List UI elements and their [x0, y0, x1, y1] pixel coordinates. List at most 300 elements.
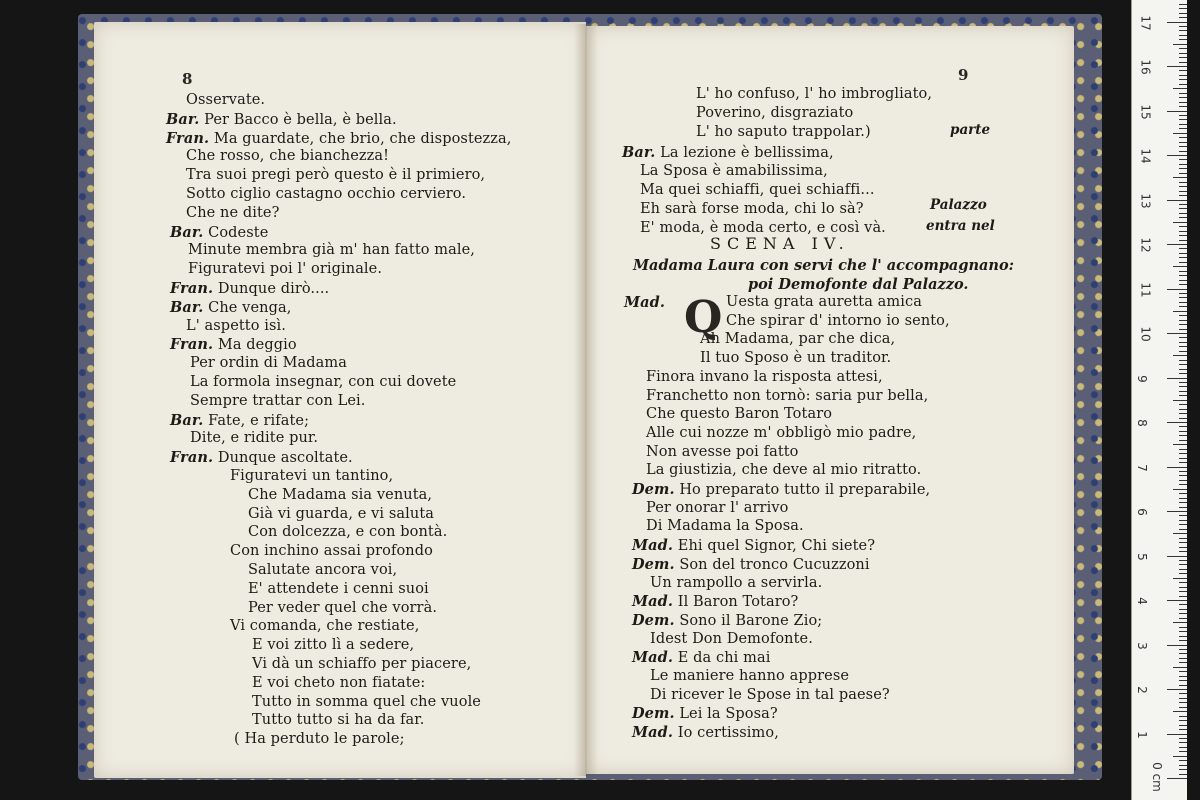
speaker-label: Bar. [166, 110, 200, 128]
ruler-number: 5 [1134, 552, 1149, 561]
text-line [632, 705, 778, 722]
ruler-tick [1167, 289, 1187, 290]
ruler-tick [1179, 226, 1187, 227]
verse-text: Per onorar l' arrivo [646, 499, 789, 516]
text-line [186, 92, 265, 108]
ruler-tick [1179, 195, 1187, 196]
ruler-tick [1179, 720, 1187, 721]
text-line [632, 612, 822, 629]
ruler-tick [1179, 231, 1187, 232]
ruler-tick [1179, 564, 1187, 565]
measuring-ruler [1131, 0, 1187, 800]
verse-text: Ma guardate, che brio, che dispostezza, [213, 130, 512, 147]
ruler-tick [1167, 66, 1187, 67]
ruler-tick [1179, 115, 1187, 116]
text-line [252, 637, 414, 653]
ruler-tick [1179, 8, 1187, 9]
ruler-tick [1179, 382, 1187, 383]
ruler-number: 1 [1134, 730, 1149, 739]
ruler-tick [1179, 146, 1187, 147]
verse-text: E voi cheto non fiatate: [252, 674, 426, 691]
text-line [646, 518, 804, 534]
text-line [170, 224, 268, 241]
verse-text: Dunque ascoltate. [217, 450, 353, 467]
verse-text: Lei la Sposa? [679, 706, 778, 723]
ruler-tick [1179, 119, 1187, 120]
speaker-label: Mad. [632, 649, 674, 667]
ruler-tick [1179, 320, 1187, 321]
ruler-tick [1179, 698, 1187, 699]
verse-text: Uesta grata auretta amica [726, 294, 922, 310]
text-line [234, 731, 405, 747]
ruler-tick [1179, 716, 1187, 717]
ruler-tick [1173, 444, 1187, 445]
text-line [248, 600, 437, 616]
ruler-tick [1179, 128, 1187, 129]
ruler-tick [1179, 609, 1187, 610]
verse-text: Idest Don Demofonte. [650, 630, 813, 647]
verse-text: Finora invano la risposta attesi, [646, 368, 883, 385]
verse-text: Alle cui nozze m' obbligò mio padre, [646, 424, 917, 441]
ruler-tick [1167, 200, 1187, 201]
ruler-tick [1179, 627, 1187, 628]
verse-text: E voi zitto lì a sedere, [252, 637, 415, 654]
ruler-tick [1179, 30, 1187, 31]
ruler-tick [1167, 689, 1187, 690]
ruler-tick [1179, 751, 1187, 752]
ruler-tick [1173, 88, 1187, 89]
verse-text: Ehi quel Signor, Chi siete? [677, 538, 876, 555]
verse-text: Per veder quel che vorrà. [248, 599, 438, 616]
text-line [248, 506, 434, 522]
ruler-tick [1179, 507, 1187, 508]
ruler-tick [1179, 53, 1187, 54]
ruler-tick [1179, 662, 1187, 663]
text-line [650, 631, 813, 647]
ruler-tick [1179, 538, 1187, 539]
speaker-label: Fran. [170, 449, 214, 467]
ruler-tick [1179, 769, 1187, 770]
ruler-tick [1179, 431, 1187, 432]
ruler-tick [1179, 293, 1187, 294]
speaker-label: Dem. [632, 705, 675, 723]
ruler-tick [1179, 471, 1187, 472]
ruler-number: 3 [1134, 641, 1149, 650]
verse-text: ( Ha perduto le parole; [234, 731, 405, 748]
ruler-tick [1179, 13, 1187, 14]
text-line [646, 406, 832, 422]
ruler-tick [1179, 248, 1187, 249]
ruler-tick [1179, 685, 1187, 686]
verse-text: Salutate ancora voi, [248, 562, 398, 578]
verse-text: L' aspetto isì. [186, 317, 286, 334]
scene-heading: SCENA IV. [710, 234, 850, 253]
ruler-tick [1179, 453, 1187, 454]
ruler-tick [1179, 596, 1187, 597]
verse-text: Dunque dirò.... [217, 281, 330, 297]
verse-text: Il Baron Totaro? [677, 594, 799, 611]
verse-text: Franchetto non tornò: saria pur bella, [646, 387, 929, 404]
ruler-tick [1179, 324, 1187, 325]
ruler-tick [1179, 547, 1187, 548]
text-line [186, 186, 466, 202]
verse-text: Son del tronco Cucuzzoni [679, 556, 870, 573]
ruler-tick [1179, 186, 1187, 187]
verse-text: Ah Madama, par che dica, [700, 331, 896, 348]
ruler-tick [1173, 311, 1187, 312]
ruler-tick [1179, 631, 1187, 632]
verse-text: Che ne dite? [186, 204, 280, 221]
ruler-tick [1179, 351, 1187, 352]
text-line [622, 144, 834, 161]
ruler-tick [1179, 462, 1187, 463]
verse-text: Di ricever le Spose in tal paese? [650, 686, 890, 703]
verse-text: Con inchino assai profondo [230, 543, 433, 560]
ruler-tick [1179, 342, 1187, 343]
ruler-tick [1179, 413, 1187, 414]
ruler-tick [1179, 404, 1187, 405]
text-line [252, 656, 471, 672]
ruler-tick [1179, 498, 1187, 499]
left-page-number: 8 [182, 70, 193, 88]
verse-text: Per Bacco è bella, è bella. [204, 111, 397, 128]
verse-text: Sempre trattar con Lei. [190, 392, 366, 409]
verse-text: Tra suoi pregi però questo è il primiero, [186, 167, 486, 184]
text-line [646, 425, 916, 441]
ruler-tick [1179, 649, 1187, 650]
ruler-tick [1179, 93, 1187, 94]
text-line [252, 675, 425, 691]
ruler-tick [1179, 529, 1187, 530]
speaker-label: Fran. [166, 129, 210, 147]
ruler-tick [1179, 573, 1187, 574]
text-line [700, 350, 891, 366]
ruler-tick [1179, 271, 1187, 272]
text-line [646, 369, 883, 385]
verse-text: Le maniere hanno apprese [650, 668, 850, 684]
ruler-tick [1179, 369, 1187, 370]
ruler-tick [1167, 155, 1187, 156]
ruler-tick [1173, 578, 1187, 579]
ruler-tick [1167, 734, 1187, 735]
speaker-label: Mad. [632, 724, 674, 742]
ruler-tick [1179, 124, 1187, 125]
ruler-tick [1179, 164, 1187, 165]
verse-text: Tutto tutto si ha da far. [252, 712, 425, 729]
ruler-tick [1179, 738, 1187, 739]
speaker-label: Bar. [170, 223, 204, 241]
ruler-number: 9 [1134, 374, 1149, 383]
verse-text: L' ho confuso, l' ho imbrogliato, [696, 86, 933, 102]
ruler-tick [1179, 213, 1187, 214]
ruler-tick [1179, 217, 1187, 218]
text-line [632, 481, 930, 498]
ruler-tick [1179, 137, 1187, 138]
ruler-number: 15 [1138, 103, 1153, 120]
text-line [186, 148, 389, 164]
ruler-tick [1179, 774, 1187, 775]
ruler-tick [1179, 173, 1187, 174]
ruler-tick [1173, 711, 1187, 712]
verse-text: Che venga, [208, 299, 292, 316]
ruler-tick [1179, 680, 1187, 681]
ruler-tick [1179, 653, 1187, 654]
ruler-tick [1173, 266, 1187, 267]
text-line [640, 201, 864, 217]
ruler-number: 4 [1134, 597, 1149, 605]
ruler-tick [1179, 386, 1187, 387]
text-line [646, 462, 921, 478]
ruler-tick [1167, 645, 1187, 646]
ruler-tick [1179, 426, 1187, 427]
text-line [170, 280, 329, 297]
ruler-tick [1179, 262, 1187, 263]
verse-text: Figuratevi poi l' originale. [188, 261, 383, 278]
verse-text: Figuratevi un tantino, [230, 468, 394, 484]
text-line [632, 724, 779, 741]
speaker-label: Bar. [622, 143, 656, 161]
ruler-tick [1179, 587, 1187, 588]
text-line [170, 412, 309, 429]
margin-note-entra: entra nel [926, 218, 995, 234]
ruler-tick [1179, 70, 1187, 71]
verse-text: Ho preparato tutto il preparabile, [679, 482, 931, 498]
verse-text: La lezione è bellissima, [660, 144, 834, 161]
ruler-tick [1179, 747, 1187, 748]
verse-text: La giustizia, che deve al mio ritratto. [646, 462, 922, 479]
text-line [632, 556, 870, 573]
text-line [188, 261, 382, 277]
speaker-label: Dem. [632, 555, 675, 573]
verse-text: Vi comanda, che restiate, [230, 618, 420, 635]
ruler-tick [1179, 275, 1187, 276]
ruler-tick [1179, 582, 1187, 583]
stage-direction-line-1: Madama Laura con servi che l' accompagnano: [633, 257, 1014, 274]
ruler-tick [1173, 44, 1187, 45]
ruler-tick [1167, 600, 1187, 601]
ruler-tick [1179, 297, 1187, 298]
ruler-number: 14 [1138, 148, 1153, 164]
ruler-tick [1167, 422, 1187, 423]
ruler-tick [1173, 177, 1187, 178]
verse-text: Minute membra già m' han fatto male, [188, 242, 476, 259]
speaker-label: Bar. [170, 411, 204, 429]
ruler-tick [1179, 693, 1187, 694]
ruler-tick [1179, 765, 1187, 766]
text-line [170, 449, 353, 466]
verse-text: Che questo Baron Totaro [646, 406, 833, 423]
text-line [186, 318, 286, 334]
ruler-tick [1179, 182, 1187, 183]
text-line [248, 581, 429, 597]
ruler-unit-label: 0 cm [1149, 762, 1164, 792]
ruler-number: 2 [1134, 686, 1149, 694]
text-line [646, 500, 788, 516]
ruler-tick [1167, 511, 1187, 512]
ruler-tick [1179, 707, 1187, 708]
verse-text: La formola insegnar, con cui dovete [190, 374, 457, 390]
ruler-tick [1179, 57, 1187, 58]
ruler-tick [1179, 760, 1187, 761]
ruler-tick [1167, 333, 1187, 334]
ruler-tick [1179, 742, 1187, 743]
ruler-tick [1179, 257, 1187, 258]
text-line [166, 111, 397, 128]
verse-text: Dite, e ridite pur. [190, 430, 319, 447]
ruler-tick [1179, 449, 1187, 450]
speaker-label: Dem. [632, 481, 675, 498]
text-line [632, 593, 798, 610]
ruler-tick [1179, 253, 1187, 254]
ruler-tick [1179, 524, 1187, 525]
book-gutter [574, 24, 598, 776]
ruler-tick [1179, 440, 1187, 441]
text-line [726, 313, 950, 329]
ruler-tick [1167, 778, 1187, 779]
ruler-tick [1179, 315, 1187, 316]
ruler-tick [1167, 556, 1187, 557]
text-line [190, 430, 318, 446]
verse-text: Eh sarà forse moda, chi lo sà? [640, 201, 864, 218]
ruler-number: 16 [1138, 59, 1153, 75]
text-line [166, 130, 512, 147]
verse-text: Già vi guarda, e vi saluta [248, 505, 435, 522]
ruler-tick [1179, 542, 1187, 543]
ruler-tick [1179, 280, 1187, 281]
ruler-tick [1179, 337, 1187, 338]
ruler-tick [1179, 151, 1187, 152]
ruler-tick [1179, 235, 1187, 236]
ruler-tick [1179, 97, 1187, 98]
text-line [650, 687, 890, 703]
ruler-tick [1179, 391, 1187, 392]
text-line [188, 242, 475, 258]
text-line [190, 374, 456, 390]
ruler-number: 12 [1138, 237, 1153, 253]
ruler-tick [1179, 435, 1187, 436]
ruler-tick [1179, 302, 1187, 303]
text-line [190, 355, 347, 371]
verse-text: Un rampollo a servirla. [650, 574, 823, 591]
verse-text: Di Madama la Sposa. [646, 518, 804, 535]
ruler-tick [1179, 395, 1187, 396]
verse-text: Ma quei schiaffi, quei schiaffi... [640, 182, 875, 198]
text-line [170, 336, 297, 353]
ruler-tick [1179, 671, 1187, 672]
ruler-tick [1179, 729, 1187, 730]
verse-text: E' attendete i cenni suoi [248, 580, 429, 597]
right-page-number: 9 [958, 66, 969, 84]
ruler-tick [1179, 613, 1187, 614]
ruler-tick [1179, 191, 1187, 192]
ruler-tick [1179, 725, 1187, 726]
ruler-tick [1179, 618, 1187, 619]
ruler-tick [1179, 35, 1187, 36]
ruler-tick [1179, 702, 1187, 703]
margin-note-palazzo: Palazzo [930, 197, 987, 213]
margin-note-parte: parte [950, 122, 991, 138]
ruler-tick [1173, 133, 1187, 134]
speaker-label: Mad. [632, 537, 674, 555]
ruler-tick [1179, 493, 1187, 494]
verse-text: Che Madama sia venuta, [248, 486, 433, 503]
verse-text: E da chi mai [677, 650, 771, 667]
ruler-tick [1167, 378, 1187, 379]
ruler-tick [1179, 364, 1187, 365]
ruler-number: 8 [1134, 419, 1149, 427]
text-line [700, 331, 895, 347]
text-line [624, 294, 665, 311]
ruler-tick [1179, 515, 1187, 516]
text-line [696, 86, 932, 102]
verse-text: Per ordin di Madama [190, 355, 347, 372]
ruler-tick [1179, 502, 1187, 503]
ruler-tick [1173, 622, 1187, 623]
stage-direction-line-2: poi Demofonte dal Palazzo. [748, 276, 969, 293]
text-line [248, 562, 397, 578]
text-line [230, 543, 433, 559]
ruler-tick [1179, 17, 1187, 18]
ruler-tick [1179, 159, 1187, 160]
ruler-tick [1179, 458, 1187, 459]
ruler-tick [1179, 26, 1187, 27]
ruler-number: 11 [1138, 281, 1153, 298]
ruler-tick [1167, 467, 1187, 468]
verse-text: Ma deggio [217, 337, 297, 354]
ruler-tick [1179, 569, 1187, 570]
ruler-tick [1179, 306, 1187, 307]
ruler-tick [1173, 667, 1187, 668]
verse-text: E' moda, è moda certo, e così và. [640, 220, 886, 237]
ruler-tick [1179, 520, 1187, 521]
speaker-label: Fran. [170, 336, 214, 354]
text-line [170, 299, 291, 316]
speaker-label: Fran. [170, 280, 214, 297]
ruler-tick [1179, 142, 1187, 143]
ruler-tick [1179, 409, 1187, 410]
speaker-label: Bar. [170, 298, 204, 316]
verse-text: Osservate. [186, 92, 266, 108]
text-line [646, 444, 799, 460]
ruler-tick [1179, 39, 1187, 40]
text-line [696, 105, 853, 121]
ruler-tick [1179, 475, 1187, 476]
speaker-label: Mad. [624, 294, 666, 311]
text-line [248, 487, 432, 503]
ruler-tick [1179, 79, 1187, 80]
ruler-tick [1179, 84, 1187, 85]
ruler-tick [1179, 640, 1187, 641]
verse-text: Poverino, disgraziato [696, 105, 854, 122]
ruler-number: 13 [1138, 192, 1153, 209]
text-line [696, 124, 871, 140]
drop-cap: Q [684, 292, 723, 343]
ruler-tick [1179, 102, 1187, 103]
verse-text: Sono il Barone Zio; [679, 612, 823, 629]
text-line [186, 167, 485, 183]
ruler-tick [1179, 284, 1187, 285]
ruler-tick [1173, 756, 1187, 757]
verse-text: Vi dà un schiaffo per piacere, [252, 656, 472, 672]
text-line [640, 182, 875, 198]
ruler-tick [1179, 62, 1187, 63]
text-line [650, 668, 849, 684]
ruler-tick [1179, 636, 1187, 637]
ruler-tick [1179, 360, 1187, 361]
ruler-tick [1179, 106, 1187, 107]
ruler-number: 10 [1138, 326, 1153, 342]
ruler-tick [1179, 676, 1187, 677]
